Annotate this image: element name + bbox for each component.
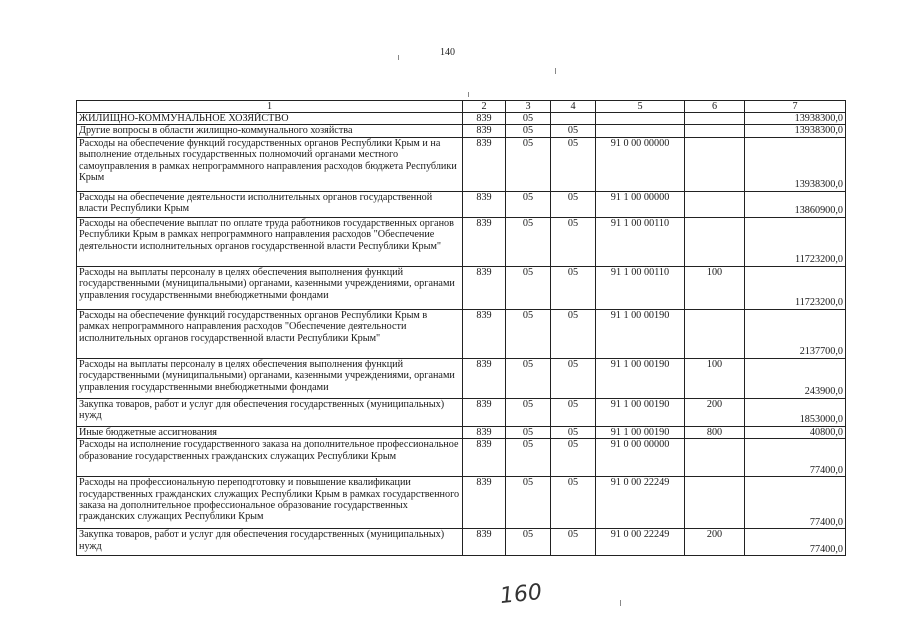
header-cell: 6 bbox=[685, 101, 745, 113]
section-cell: 05 bbox=[506, 217, 551, 266]
subsection-cell bbox=[551, 113, 596, 125]
expense-name-cell: Другие вопросы в области жилищно-коммунального хозяйства bbox=[77, 125, 463, 137]
target-article-cell: 91 1 00 00110 bbox=[596, 217, 685, 266]
expense-type-cell bbox=[685, 191, 745, 217]
expense-type-cell: 800 bbox=[685, 426, 745, 438]
subsection-cell: 05 bbox=[551, 309, 596, 358]
expense-name-cell: Расходы на профессиональную переподготовку и повышение квалификации государственных гражданских служащих Республики Крым в рамках государственного заказа на дополнительное профессиональное образование государственных гражданских служащих Республики Крым bbox=[77, 477, 463, 529]
target-article-cell bbox=[596, 113, 685, 125]
ministry-code-cell: 839 bbox=[463, 309, 506, 358]
expense-name-cell: Расходы на исполнение государственного заказа на дополнительное профессиональное образование государственных гражданских служащих Республики Крым bbox=[77, 439, 463, 477]
amount-cell: 77400,0 bbox=[745, 439, 846, 477]
handwritten-page-number: 160 bbox=[498, 579, 544, 610]
expense-type-cell bbox=[685, 125, 745, 137]
subsection-cell: 05 bbox=[551, 398, 596, 426]
section-cell: 05 bbox=[506, 113, 551, 125]
scan-speck bbox=[555, 68, 556, 74]
amount-cell: 13938300,0 bbox=[745, 113, 846, 125]
expense-type-cell: 200 bbox=[685, 529, 745, 556]
target-article-cell: 91 0 00 22249 bbox=[596, 477, 685, 529]
amount-cell: 243900,0 bbox=[745, 358, 846, 398]
section-cell: 05 bbox=[506, 439, 551, 477]
table-row bbox=[77, 125, 846, 137]
subsection-cell: 05 bbox=[551, 191, 596, 217]
table-header-row bbox=[77, 101, 846, 113]
expense-name-cell: Закупка товаров, работ и услуг для обеспечения государственных (муниципальных) нужд bbox=[77, 398, 463, 426]
subsection-cell: 05 bbox=[551, 426, 596, 438]
table-row bbox=[77, 426, 846, 438]
header-cell: 3 bbox=[506, 101, 551, 113]
expense-type-cell bbox=[685, 217, 745, 266]
header-cell: 7 bbox=[745, 101, 846, 113]
table-row bbox=[77, 529, 846, 556]
section-cell: 05 bbox=[506, 358, 551, 398]
expense-name-cell: ЖИЛИЩНО-КОММУНАЛЬНОЕ ХОЗЯЙСТВО bbox=[77, 113, 463, 125]
section-cell: 05 bbox=[506, 477, 551, 529]
ministry-code-cell: 839 bbox=[463, 529, 506, 556]
ministry-code-cell: 839 bbox=[463, 358, 506, 398]
expense-name-cell: Расходы на обеспечение функций государственных органов Республики Крым и на выполнение отдельных государственных полномочий органами местного самоуправления в рамках непрограммного направления расходов бюджета Республики Крым bbox=[77, 137, 463, 191]
expense-name-cell: Расходы на обеспечение выплат по оплате труда работников государственных органов Республики Крым в рамках непрограммного направления расходов "Обеспечение деятельности исполнительных органов государственной власти Республики Крым" bbox=[77, 217, 463, 266]
expense-type-cell bbox=[685, 309, 745, 358]
expense-name-cell: Расходы на выплаты персоналу в целях обеспечения выполнения функций государственными (муниципальными) органами, казенными учреждениями, органами управления государственными внебюджетными фондами bbox=[77, 358, 463, 398]
ministry-code-cell: 839 bbox=[463, 113, 506, 125]
section-cell: 05 bbox=[506, 191, 551, 217]
target-article-cell bbox=[596, 125, 685, 137]
subsection-cell: 05 bbox=[551, 137, 596, 191]
table-row bbox=[77, 477, 846, 529]
target-article-cell: 91 1 00 00190 bbox=[596, 309, 685, 358]
subsection-cell: 05 bbox=[551, 529, 596, 556]
table-row bbox=[77, 217, 846, 266]
header-cell: 4 bbox=[551, 101, 596, 113]
budget-table bbox=[76, 100, 846, 556]
amount-cell: 40800,0 bbox=[745, 426, 846, 438]
table-row bbox=[77, 398, 846, 426]
ministry-code-cell: 839 bbox=[463, 426, 506, 438]
subsection-cell: 05 bbox=[551, 439, 596, 477]
expense-name-cell: Расходы на обеспечение деятельности исполнительных органов государственной власти Республики Крым bbox=[77, 191, 463, 217]
subsection-cell: 05 bbox=[551, 266, 596, 309]
expense-type-cell bbox=[685, 137, 745, 191]
target-article-cell: 91 1 00 00190 bbox=[596, 426, 685, 438]
ministry-code-cell: 839 bbox=[463, 191, 506, 217]
expense-type-cell bbox=[685, 477, 745, 529]
target-article-cell: 91 1 00 00190 bbox=[596, 358, 685, 398]
expense-type-cell: 200 bbox=[685, 398, 745, 426]
header-cell: 1 bbox=[77, 101, 463, 113]
expense-name-cell: Закупка товаров, работ и услуг для обеспечения государственных (муниципальных) нужд bbox=[77, 529, 463, 556]
subsection-cell: 05 bbox=[551, 358, 596, 398]
page-number: 140 bbox=[440, 47, 455, 58]
table-row bbox=[77, 309, 846, 358]
subsection-cell: 05 bbox=[551, 217, 596, 266]
scan-speck bbox=[398, 55, 399, 60]
section-cell: 05 bbox=[506, 137, 551, 191]
ministry-code-cell: 839 bbox=[463, 477, 506, 529]
ministry-code-cell: 839 bbox=[463, 266, 506, 309]
target-article-cell: 91 0 00 00000 bbox=[596, 439, 685, 477]
expense-type-cell: 100 bbox=[685, 266, 745, 309]
target-article-cell: 91 0 00 00000 bbox=[596, 137, 685, 191]
amount-cell: 77400,0 bbox=[745, 477, 846, 529]
expense-type-cell bbox=[685, 439, 745, 477]
amount-cell: 13938300,0 bbox=[745, 125, 846, 137]
expense-name-cell: Иные бюджетные ассигнования bbox=[77, 426, 463, 438]
target-article-cell: 91 0 00 22249 bbox=[596, 529, 685, 556]
ministry-code-cell: 839 bbox=[463, 398, 506, 426]
table-row bbox=[77, 137, 846, 191]
target-article-cell: 91 1 00 00110 bbox=[596, 266, 685, 309]
subsection-cell: 05 bbox=[551, 477, 596, 529]
target-article-cell: 91 1 00 00190 bbox=[596, 398, 685, 426]
section-cell: 05 bbox=[506, 426, 551, 438]
target-article-cell: 91 1 00 00000 bbox=[596, 191, 685, 217]
section-cell: 05 bbox=[506, 398, 551, 426]
table-row bbox=[77, 191, 846, 217]
section-cell: 05 bbox=[506, 266, 551, 309]
scan-speck bbox=[620, 600, 621, 606]
table-row bbox=[77, 266, 846, 309]
amount-cell: 13938300,0 bbox=[745, 137, 846, 191]
amount-cell: 11723200,0 bbox=[745, 266, 846, 309]
expense-type-cell: 100 bbox=[685, 358, 745, 398]
section-cell: 05 bbox=[506, 125, 551, 137]
scan-speck bbox=[468, 92, 469, 97]
section-cell: 05 bbox=[506, 309, 551, 358]
ministry-code-cell: 839 bbox=[463, 217, 506, 266]
amount-cell: 77400,0 bbox=[745, 529, 846, 556]
expense-type-cell bbox=[685, 113, 745, 125]
expense-name-cell: Расходы на обеспечение функций государственных органов Республики Крым в рамках непрограммного направления расходов "Обеспечение деятельности исполнительных органов государственной власти Республики Крым" bbox=[77, 309, 463, 358]
amount-cell: 2137700,0 bbox=[745, 309, 846, 358]
section-cell: 05 bbox=[506, 529, 551, 556]
amount-cell: 13860900,0 bbox=[745, 191, 846, 217]
header-cell: 2 bbox=[463, 101, 506, 113]
table-row bbox=[77, 439, 846, 477]
subsection-cell: 05 bbox=[551, 125, 596, 137]
expense-name-cell: Расходы на выплаты персоналу в целях обеспечения выполнения функций государственными (муниципальными) органами, казенными учреждениями, органами управления государственными внебюджетными фондами bbox=[77, 266, 463, 309]
amount-cell: 1853000,0 bbox=[745, 398, 846, 426]
ministry-code-cell: 839 bbox=[463, 137, 506, 191]
ministry-code-cell: 839 bbox=[463, 125, 506, 137]
amount-cell: 11723200,0 bbox=[745, 217, 846, 266]
ministry-code-cell: 839 bbox=[463, 439, 506, 477]
table-row bbox=[77, 358, 846, 398]
header-cell: 5 bbox=[596, 101, 685, 113]
table-row bbox=[77, 113, 846, 125]
